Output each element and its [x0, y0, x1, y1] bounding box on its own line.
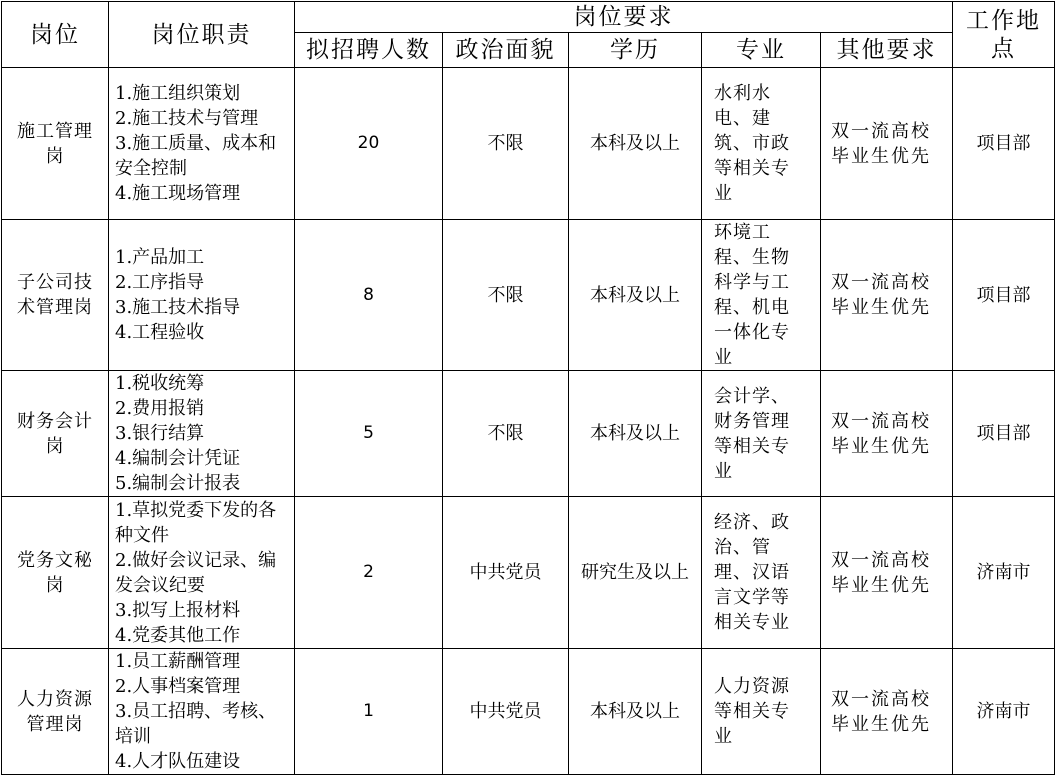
- header-requirements: 岗位要求: [295, 2, 953, 33]
- post-name: 子公司技术管理岗: [2, 220, 109, 371]
- major-requirement: 环境工程、生物科学与工程、机电一体化专业: [702, 220, 821, 371]
- duty-item: 4.工程验收: [115, 322, 205, 343]
- duty-item: 3.施工质量、成本和安全控制: [115, 133, 277, 179]
- work-location: 项目部: [953, 68, 1055, 220]
- education-level: 本科及以上: [569, 220, 702, 371]
- post-name: 党务文秘岗: [2, 497, 109, 649]
- duties-list: [109, 220, 295, 371]
- table-body: [2, 68, 1055, 775]
- table-row: [2, 220, 1055, 371]
- duty-item: 1.税收统筹: [115, 373, 205, 394]
- duty-item: 1.产品加工: [115, 247, 205, 268]
- duty-item: 4.编制会计凭证: [115, 448, 241, 469]
- political-status: 不限: [443, 220, 569, 371]
- duty-item: 1.员工薪酬管理: [115, 651, 241, 672]
- headcount-value: 20: [295, 68, 443, 220]
- duty-item: 5.编制会计报表: [115, 473, 241, 494]
- duty-item: 2.施工技术与管理: [115, 108, 259, 129]
- header-row-top: [2, 2, 1055, 33]
- duty-item: 4.党委其他工作: [115, 624, 241, 646]
- political-status: 不限: [443, 371, 569, 497]
- duty-item: 2.工序指导: [115, 272, 205, 293]
- headcount-value: 1: [295, 649, 443, 775]
- other-requirement: 双一流高校毕业生优先: [821, 68, 953, 220]
- duties-list: [109, 497, 295, 649]
- education-level: 本科及以上: [569, 371, 702, 497]
- education-level: 研究生及以上: [569, 497, 702, 649]
- header-education: 学历: [569, 33, 702, 68]
- post-name: 人力资源管理岗: [2, 649, 109, 775]
- other-requirement: 双一流高校毕业生优先: [821, 371, 953, 497]
- header-other: 其他要求: [821, 33, 953, 68]
- duty-item: 1.施工组织策划: [115, 83, 241, 104]
- header-post: 岗位: [2, 2, 109, 68]
- header-duties: 岗位职责: [109, 2, 295, 68]
- table-row: [2, 371, 1055, 497]
- header-headcount: 拟招聘人数: [295, 33, 443, 68]
- political-status: 不限: [443, 68, 569, 220]
- duty-item: 3.拟写上报材料: [115, 599, 241, 621]
- recruitment-table: [1, 1, 1055, 775]
- header-major: 专业: [702, 33, 821, 68]
- work-location: 项目部: [953, 371, 1055, 497]
- duties-list: [109, 649, 295, 775]
- table-row: [2, 68, 1055, 220]
- duties-list: [109, 371, 295, 497]
- duty-item: 2.费用报销: [115, 398, 205, 419]
- table-row: [2, 649, 1055, 775]
- other-requirement: 双一流高校毕业生优先: [821, 497, 953, 649]
- other-requirement: 双一流高校毕业生优先: [821, 220, 953, 371]
- political-status: 中共党员: [443, 497, 569, 649]
- headcount-value: 2: [295, 497, 443, 649]
- duty-item: 4.人才队伍建设: [115, 751, 241, 772]
- duty-item: 3.银行结算: [115, 423, 205, 444]
- duty-item: 2.人事档案管理: [115, 676, 241, 697]
- post-name: 施工管理岗: [2, 68, 109, 220]
- duty-item: 3.员工招聘、考核、培训: [115, 701, 277, 747]
- work-location: 项目部: [953, 220, 1055, 371]
- duty-item: 1.草拟党委下发的各种文件: [115, 499, 277, 546]
- duties-list: [109, 68, 295, 220]
- header-political: 政治面貌: [443, 33, 569, 68]
- duty-item: 3.施工技术指导: [115, 297, 241, 318]
- duty-item: 4.施工现场管理: [115, 183, 241, 204]
- duty-item: 2.做好会议记录、编发会议纪要: [115, 549, 277, 596]
- education-level: 本科及以上: [569, 649, 702, 775]
- headcount-value: 5: [295, 371, 443, 497]
- education-level: 本科及以上: [569, 68, 702, 220]
- major-requirement: 会计学、财务管理等相关专业: [702, 371, 821, 497]
- political-status: 中共党员: [443, 649, 569, 775]
- header-location: 工作地点: [953, 2, 1055, 68]
- major-requirement: 经济、政治、管理、汉语言文学等相关专业: [702, 497, 821, 649]
- headcount-value: 8: [295, 220, 443, 371]
- other-requirement: 双一流高校毕业生优先: [821, 649, 953, 775]
- work-location: 济南市: [953, 649, 1055, 775]
- table-row: [2, 497, 1055, 649]
- major-requirement: 人力资源等相关专业: [702, 649, 821, 775]
- work-location: 济南市: [953, 497, 1055, 649]
- major-requirement: 水利水电、建筑、市政等相关专业: [702, 68, 821, 220]
- post-name: 财务会计岗: [2, 371, 109, 497]
